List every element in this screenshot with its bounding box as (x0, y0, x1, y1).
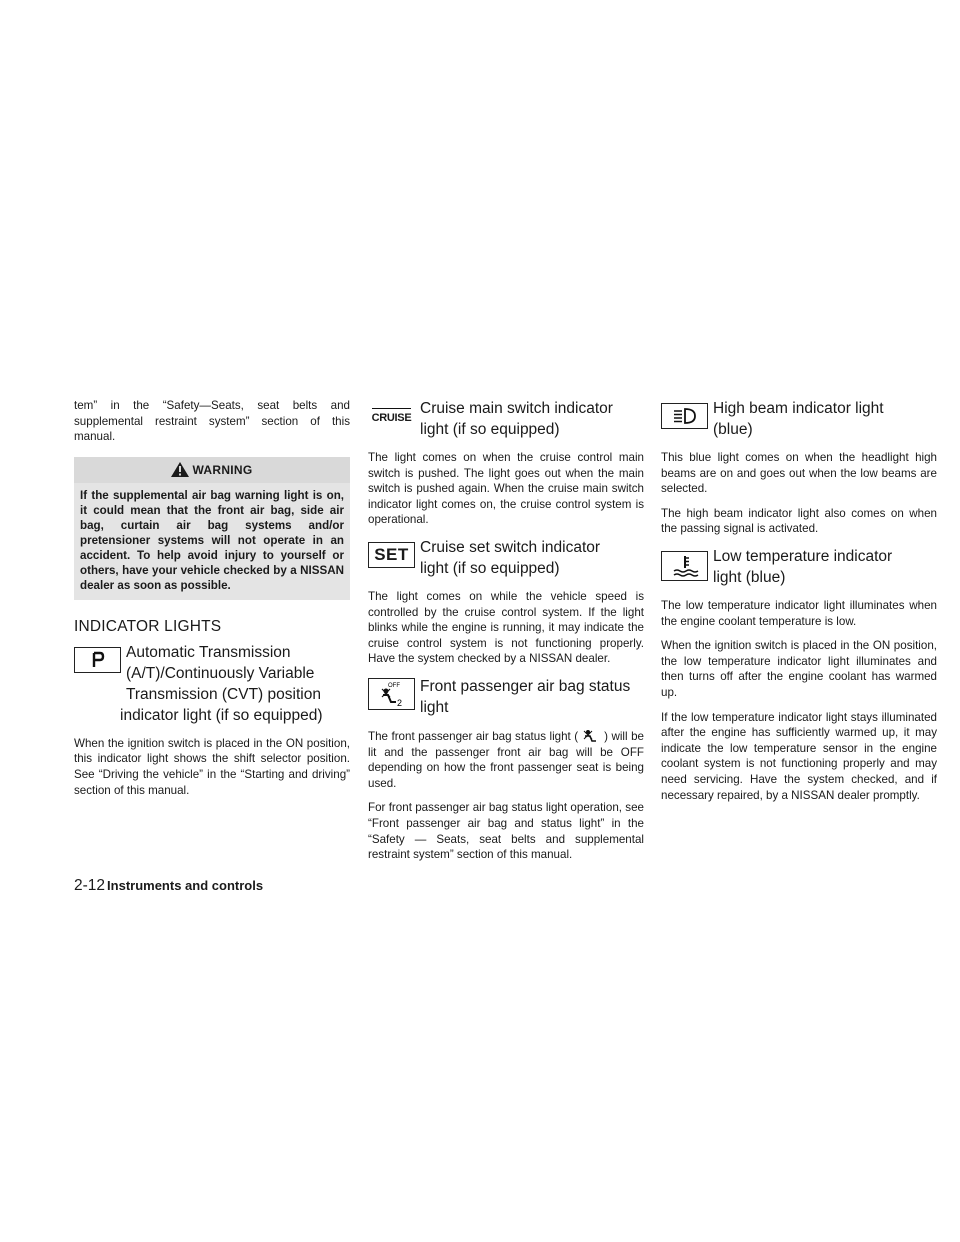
cruise-main-body: The light comes on when the cruise control main switch is pushed. The light goes out when the main switch is pushed again. When the cruise main switch indicator light comes on, the cruise control system is operational. (368, 451, 644, 527)
section-name: Instruments and controls (107, 878, 264, 893)
title-line: light (if so equipped) (420, 559, 560, 577)
high-beam-body-1: This blue light comes on when the headlight high beams are on and goes out when the low beams are selected. (661, 451, 937, 496)
airbag-body-post: ) will be lit and the passenger front air bag will be OFF depending on how the front passenger seat is being used. (368, 729, 644, 790)
warning-text: If the supplemental air bag warning light is on, it could mean that the front air bag, side air bag, curtain air bag systems and/or pretensioner systems will not operate in an accident. To help avoid injury to yourself or others, have your vehicle checked by a NISSAN dealer as soon as possible. (74, 483, 350, 600)
airbag-status-body (368, 728, 644, 791)
title-line: (blue) (713, 421, 753, 438)
title-line: High beam indicator light (713, 400, 884, 417)
cruise-icon-label: CRUISE (372, 408, 412, 424)
cruise-main-title (420, 398, 644, 440)
airbag-icon-off-text: OFF (387, 682, 400, 689)
set-text-icon (368, 542, 415, 568)
title-line: light (if so equipped) (420, 421, 560, 438)
low-temperature-icon (661, 551, 708, 581)
title-line: Automatic Transmission (126, 643, 291, 661)
set-icon-label: SET (374, 544, 409, 564)
at-indicator-title (120, 642, 350, 726)
column-3 (661, 398, 937, 812)
warning-title: WARNING (192, 462, 253, 477)
at-indicator-body: When the ignition switch is placed in the ON position, this indicator light shows the shift selector position. See “Driving the vehicle” in the “Starting and driving” section of this manual. (74, 736, 350, 797)
cruise-text-icon (368, 403, 415, 429)
low-temp-body-3: If the low temperature indicator light stays illuminated after the engine has sufficiently warmed up, it may indicate the low temperature sensor in the engine coolant system is not functioning properly and may need servicing. Have the system checked, and if necessary repaired, by a NISSAN dealer promptly. (661, 710, 937, 802)
passenger-airbag-inline-icon (578, 728, 604, 743)
title-line: (A/T)/Continuously Variable (126, 664, 315, 682)
airbag-status-entry (368, 676, 644, 718)
airbag-body-pre: The front passenger air bag status light ( (368, 729, 579, 743)
svg-text:2: 2 (396, 697, 402, 708)
high-beam-body-2: The high beam indicator light also comes on when the passing signal is activated. (661, 506, 937, 536)
title-line: Transmission (CVT) position (126, 685, 321, 703)
section-heading: INDICATOR LIGHTS (74, 617, 222, 635)
intro-paragraph: tem” in the “Safety—Seats, seat belts and supplemental restraint system” section of this manual. (74, 399, 350, 444)
low-temp-body-2: When the ignition switch is placed in the ON position, the low temperature indicator light illuminates and then turns off after the engine coolant has warmed up. (661, 639, 937, 699)
title-line: light (420, 698, 449, 716)
column-2 (368, 398, 644, 872)
warning-box (74, 457, 350, 600)
cruise-set-body: The light comes on while the vehicle speed is controlled by the cruise control system. If the light blinks while the engine is running, it may indicate the cruise control system is not functioning properly. Have the system checked by a NISSAN dealer. (368, 589, 644, 666)
low-temp-entry (661, 546, 937, 588)
warning-header (74, 457, 350, 483)
passenger-airbag-off-icon (368, 678, 415, 710)
high-beam-entry (661, 398, 937, 440)
title-line: Cruise set switch indicator (420, 538, 601, 556)
cruise-set-title (420, 537, 644, 579)
high-beam-icon (661, 403, 708, 429)
page-number: 2-12 (74, 877, 106, 894)
title-line: light (blue) (713, 568, 786, 586)
page-footer (74, 877, 263, 895)
low-temp-body-1: The low temperature indicator light illuminates when the engine coolant temperature is low. (661, 598, 937, 628)
high-beam-title (713, 398, 937, 440)
at-indicator-entry (74, 642, 350, 726)
airbag-status-title (420, 676, 644, 718)
cruise-set-entry (368, 537, 644, 579)
cruise-main-entry (368, 398, 644, 440)
title-line: Front passenger air bag status (420, 677, 631, 695)
title-line: Cruise main switch indicator (420, 400, 613, 417)
shift-position-icon (74, 647, 121, 673)
title-line: Low temperature indicator (713, 547, 893, 565)
airbag-status-body-2: For front passenger air bag status light operation, see “Front passenger air bag and status light” in the “Safety — Seats, seat belts and supplemental restraint system” section of this manual. (368, 801, 644, 862)
column-1 (74, 398, 350, 807)
low-temp-title (713, 546, 937, 588)
warning-triangle-icon (171, 462, 189, 477)
title-line: indicator light (if so equipped) (120, 706, 323, 724)
